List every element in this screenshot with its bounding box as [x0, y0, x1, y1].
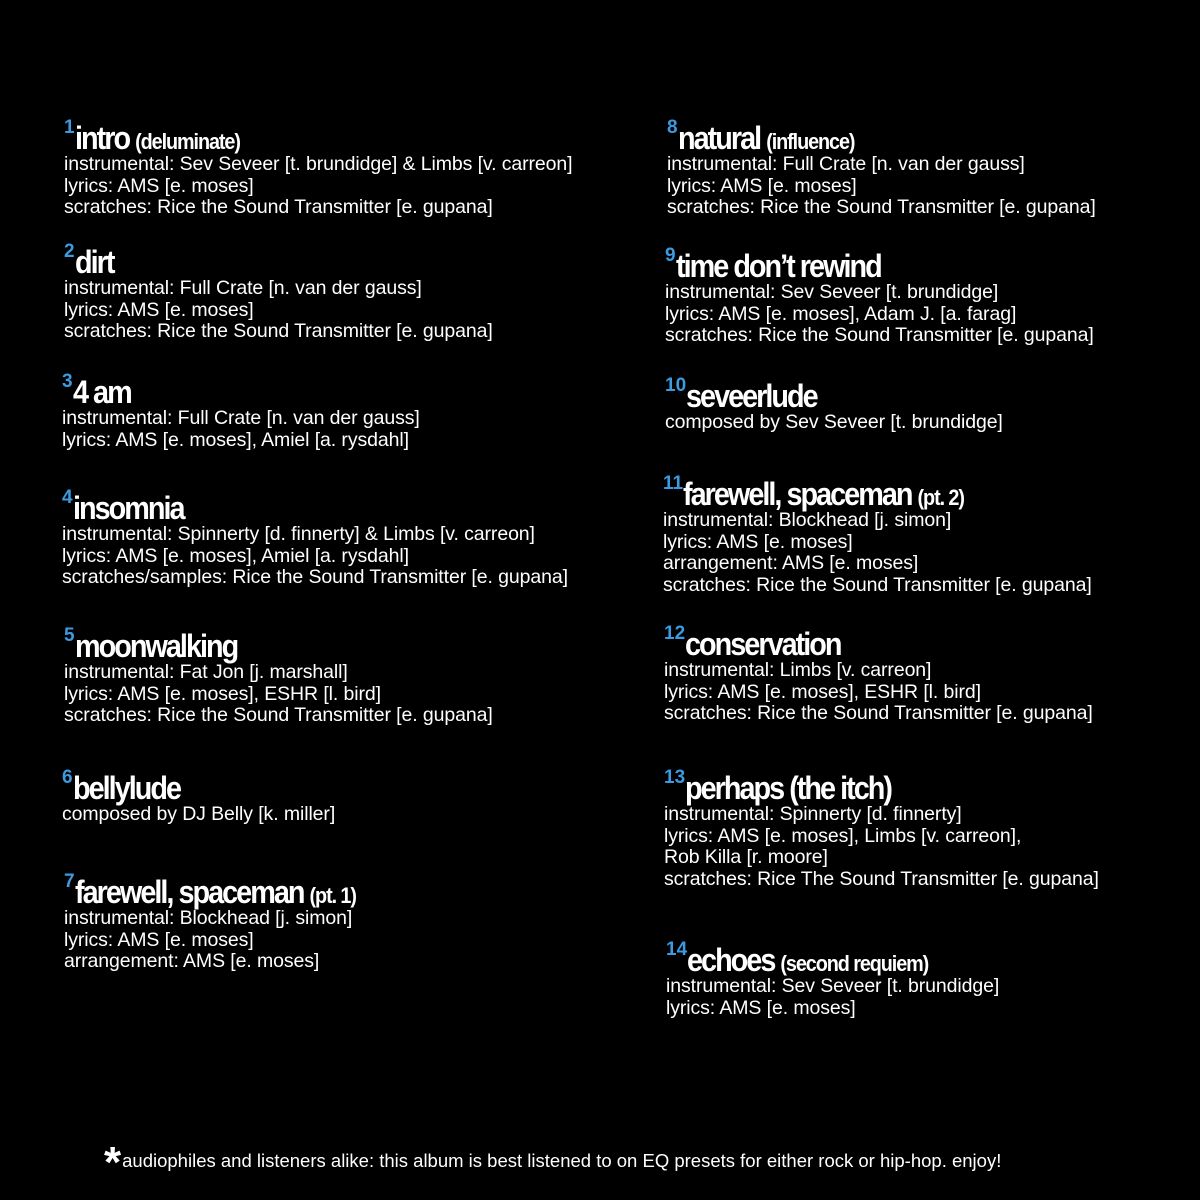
- track-heading: [64, 117, 572, 156]
- credit-line: lyrics: AMS [e. moses], Amiel [a. rysdahl]: [62, 428, 409, 451]
- track-9: [665, 245, 1094, 347]
- track-title: bellylude: [72, 770, 180, 806]
- track-title: natural (influence): [677, 120, 855, 156]
- track-number: 4: [62, 487, 73, 508]
- credit-line: scratches: Rice the Sound Transmitter [e. gupana]: [665, 324, 1094, 346]
- track-number: 1: [64, 117, 75, 138]
- track-heading: [62, 487, 568, 526]
- footnote: [104, 1138, 1001, 1188]
- track-number: 13: [664, 767, 686, 788]
- track-3: [62, 371, 420, 451]
- credit-line: instrumental: Full Crate [n. van der gauss]: [667, 153, 1025, 175]
- credit-line: scratches: Rice the Sound Transmitter [e. gupana]: [64, 704, 493, 726]
- track-number: 12: [664, 623, 686, 644]
- track-number: 8: [667, 117, 678, 138]
- track-title: time don’t rewind: [675, 248, 881, 284]
- track-title: echoes (second requiem): [687, 942, 929, 978]
- credit-line: instrumental: Full Crate [n. van der gauss]: [62, 407, 420, 429]
- credit-line: instrumental: Full Crate [n. van der gauss]: [64, 277, 422, 299]
- credit-line: scratches: Rice the Sound Transmitter [e. gupana]: [64, 320, 493, 342]
- track-subtitle: (deluminate): [134, 129, 240, 154]
- track-title: farewell, spaceman (pt. 1): [74, 874, 356, 910]
- track-subtitle: (second requiem): [780, 951, 929, 976]
- credit-line: lyrics: AMS [e. moses]: [64, 928, 254, 951]
- credit-line: lyrics: AMS [e. moses]: [663, 530, 853, 553]
- credit-line: lyrics: AMS [e. moses], Amiel [a. rysdahl]: [62, 544, 409, 567]
- footnote-text: audiophiles and listeners alike: this album is best listened to on EQ presets for either rock or hip-hop. enjoy!: [122, 1150, 1002, 1171]
- credit-line: lyrics: AMS [e. moses]: [64, 174, 254, 197]
- credit-line: lyrics: AMS [e. moses]: [64, 298, 254, 321]
- track-8: [667, 117, 1096, 219]
- track-6: [62, 767, 336, 826]
- credit-line: scratches: Rice the Sound Transmitter [e. gupana]: [667, 196, 1096, 218]
- asterisk-icon: *: [104, 1138, 122, 1187]
- track-title: intro (deluminate): [74, 120, 240, 156]
- track-12: [664, 623, 1093, 725]
- track-title: dirt: [74, 244, 114, 280]
- credit-line: lyrics: AMS [e. moses]: [666, 996, 856, 1019]
- track-heading: [664, 767, 1099, 806]
- track-heading: [664, 623, 1093, 662]
- track-2: [64, 241, 493, 343]
- track-heading: [666, 939, 999, 978]
- credit-line: instrumental: Sev Seveer [t. brundidge]: [666, 975, 1000, 997]
- credit-line: lyrics: AMS [e. moses]: [667, 174, 857, 197]
- track-title: conservation: [685, 626, 841, 662]
- credit-line: instrumental: Sev Seveer [t. brundidge]: [665, 281, 999, 303]
- credit-line: instrumental: Blockhead [j. simon]: [64, 907, 353, 929]
- credit-line: lyrics: AMS [e. moses], Adam J. [a. farag]: [665, 302, 1017, 325]
- track-heading: [64, 871, 387, 910]
- track-heading: [62, 371, 420, 410]
- track-subtitle: (influence): [765, 129, 855, 154]
- track-title: farewell, spaceman (pt. 2): [683, 476, 964, 512]
- track-14: [666, 939, 1000, 1019]
- track-13: [664, 767, 1099, 890]
- credit-line: scratches: Rice the Sound Transmitter [e. gupana]: [64, 196, 493, 218]
- credit-line: scratches/samples: Rice the Sound Transmitter [e. gupana]: [62, 566, 568, 588]
- track-11: [663, 473, 1092, 596]
- credit-line: scratches: Rice the Sound Transmitter [e. gupana]: [663, 573, 1092, 596]
- credit-line: scratches: Rice The Sound Transmitter [e. gupana]: [664, 867, 1099, 890]
- track-title: perhaps (the itch): [685, 770, 892, 806]
- credit-line: instrumental: Blockhead [j. simon]: [663, 509, 952, 531]
- credit-line: Rob Killa [r. moore]: [664, 846, 828, 868]
- track-title: seveerlude: [686, 378, 817, 414]
- track-number: 14: [666, 939, 688, 960]
- track-1: [64, 117, 573, 219]
- credit-line: instrumental: Fat Jon [j. marshall]: [64, 661, 348, 683]
- track-number: 11: [663, 473, 684, 494]
- track-heading: [663, 473, 1092, 512]
- credit-line: instrumental: Sev Seveer [t. brundidge] & Limbs [v. carreon]: [64, 153, 573, 175]
- track-heading: [665, 245, 1094, 284]
- credit-line: instrumental: Limbs [v. carreon]: [664, 659, 932, 681]
- track-heading: [667, 117, 1096, 156]
- track-number: 7: [64, 871, 75, 892]
- track-title: insomnia: [72, 490, 184, 526]
- track-subtitle: (pt. 1): [309, 883, 356, 908]
- track-number: 5: [64, 625, 75, 646]
- track-number: 10: [665, 375, 687, 396]
- credit-line: instrumental: Spinnerty [d. finnerty]: [664, 803, 962, 825]
- credit-line: instrumental: Spinnerty [d. finnerty] & Limbs [v. carreon]: [62, 523, 535, 545]
- credit-line: lyrics: AMS [e. moses], Limbs [v. carreon],: [664, 824, 1022, 847]
- credit-line: composed by DJ Belly [k. miller]: [62, 803, 336, 825]
- track-heading: [62, 767, 335, 806]
- credit-line: arrangement: AMS [e. moses]: [64, 950, 320, 972]
- track-number: 9: [665, 245, 676, 266]
- track-heading: [64, 625, 493, 664]
- track-number: 3: [62, 371, 73, 392]
- credit-line: arrangement: AMS [e. moses]: [663, 552, 919, 574]
- track-subtitle: (pt. 2): [917, 485, 964, 510]
- track-number: 2: [64, 241, 75, 262]
- track-title: moonwalking: [74, 628, 237, 664]
- credit-line: composed by Sev Seveer [t. brundidge]: [665, 411, 1003, 433]
- track-title: 4 am: [72, 374, 131, 410]
- track-number: 6: [62, 767, 73, 788]
- track-heading: [665, 375, 1003, 414]
- track-10: [665, 375, 1003, 434]
- track-7: [64, 871, 387, 973]
- track-5: [64, 625, 493, 727]
- track-4: [62, 487, 568, 589]
- credit-line: lyrics: AMS [e. moses], ESHR [l. bird]: [664, 680, 981, 703]
- credit-line: scratches: Rice the Sound Transmitter [e. gupana]: [664, 702, 1093, 724]
- credit-line: lyrics: AMS [e. moses], ESHR [l. bird]: [64, 682, 381, 705]
- track-heading: [64, 241, 493, 280]
